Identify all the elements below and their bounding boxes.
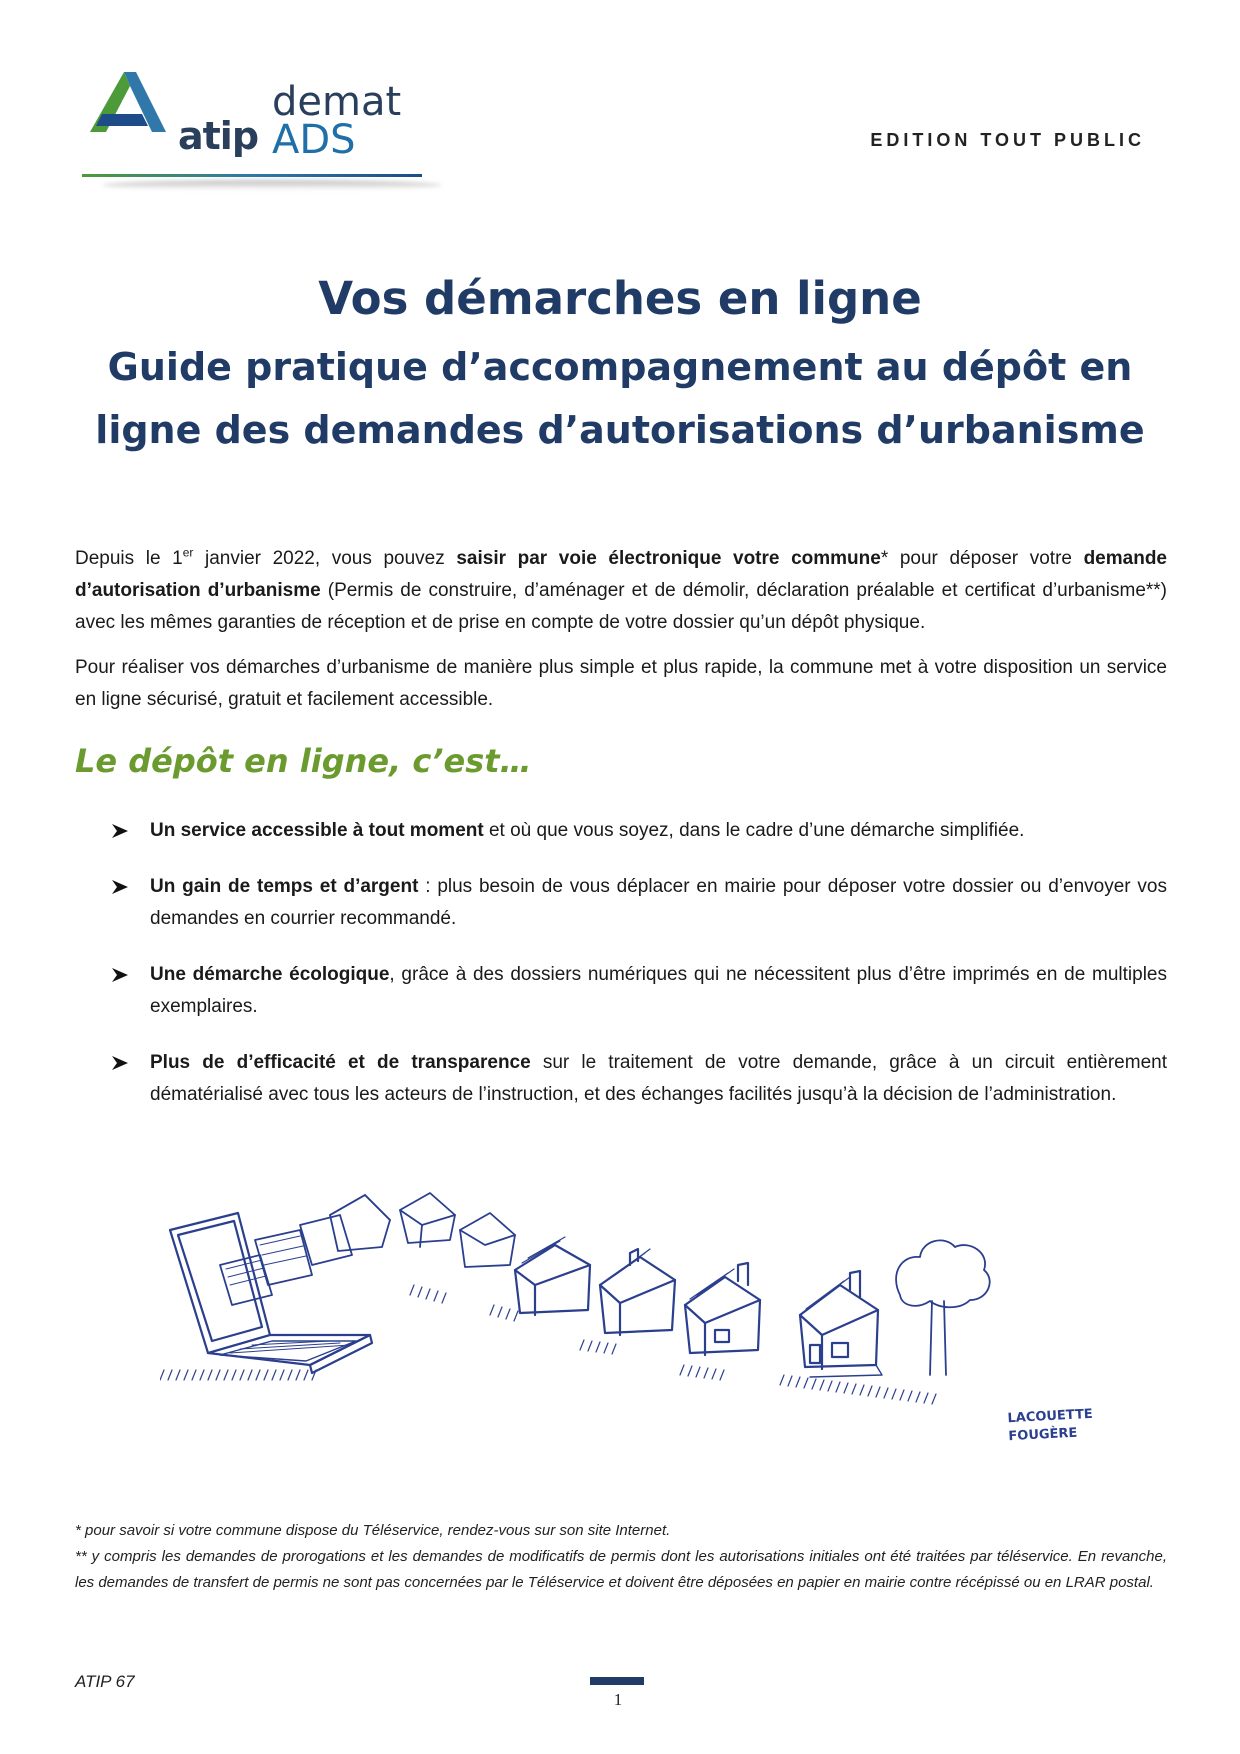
arrow-bullet-icon <box>110 959 132 991</box>
illustrator-signature <box>1007 1406 1094 1446</box>
edition-label: EDITION TOUT PUBLIC <box>870 130 1145 150</box>
intro-paragraph-2: Pour réaliser vos démarches d’urbanisme de manière plus simple et plus rapide, la commune met à votre disposition un service en ligne sécurisé, gratuit et facilement accessible. <box>75 657 1167 710</box>
logo-atip-text: atip <box>178 114 259 158</box>
signature-line-2: FOUGÈRE <box>1008 1425 1078 1445</box>
page-subtitle-line1: Guide pratique d’accompagnement au dépôt en <box>107 345 1133 389</box>
bullet-text: : plus besoin de vous déplacer en mairie pour déposer votre dossier ou d’envoyer vos demandes en courrier recommandé. <box>150 876 1167 929</box>
arrow-bullet-icon <box>110 815 132 847</box>
page-number: 1 <box>613 1690 623 1709</box>
intro-text: * pour déposer votre <box>880 548 1084 569</box>
list-item <box>110 871 1167 935</box>
house-4-icon <box>800 1271 882 1377</box>
intro-text: Depuis le 1 <box>75 548 183 569</box>
logo-shadow <box>102 180 442 190</box>
footnote-1: * pour savoir si votre commune dispose du Téléservice, rendez-vous sur son site Internet. <box>75 1522 671 1539</box>
logo-demat-text: demat <box>272 79 402 125</box>
bullet-text: , grâce à des dossiers numériques qui ne nécessitent plus d’être imprimés en de multiples exemplaires. <box>150 964 1167 1017</box>
house-1-icon <box>515 1237 590 1315</box>
arrow-bullet-icon <box>110 871 132 903</box>
laptop-to-houses-illustration <box>160 1185 1060 1445</box>
house-3-icon <box>685 1263 760 1355</box>
logo-ads-text: ADS <box>272 117 356 163</box>
bullet-bold: Plus de d’efficacité et de transparence <box>150 1052 531 1073</box>
page-subtitle-line2: ligne des demandes d’autorisations d’urbanisme <box>95 408 1145 452</box>
intro-paragraph-1 <box>75 543 1167 639</box>
atip-demat-logo <box>82 70 452 200</box>
bullet-text: et où que vous soyez, dans le cadre d’une démarche simplifiée. <box>483 820 1025 841</box>
house-2-icon <box>600 1249 675 1335</box>
superscript: er <box>182 545 194 560</box>
section-heading: Le dépôt en ligne, c’est… <box>75 742 532 780</box>
footnote-2: ** y compris les demandes de prorogations et les demandes de modificatifs de permis dont les autorisations initiales ont été traitées par téléservice. En revanche, les demandes de transfert de permis ne sont pas concernées par le Téléservice et doivent être déposées en papier en mairie contre récépissé ou en LRAR postal. <box>75 1548 1167 1591</box>
list-item <box>110 815 1167 847</box>
footnotes <box>75 1518 1167 1596</box>
tree-icon <box>896 1240 990 1375</box>
signature-line-1: LACOUETTE <box>1007 1406 1094 1427</box>
bullet-list <box>110 815 1167 1135</box>
transition-houses-icon <box>330 1193 515 1267</box>
logo-underline <box>82 174 422 177</box>
intro-bold: saisir par voie électronique votre commune <box>456 548 881 569</box>
list-item <box>110 959 1167 1023</box>
arrow-bullet-icon <box>110 1047 132 1079</box>
bullet-text: sur le traitement de votre demande, grâce à un circuit entièrement dématérialisé avec tous les acteurs de l’instruction, et des échanges facilités jusqu’à la décision de l’administration. <box>150 1052 1167 1105</box>
page-title: Vos démarches en ligne <box>318 272 922 325</box>
list-item <box>110 1047 1167 1111</box>
bullet-bold: Un service accessible à tout moment <box>150 820 484 841</box>
bullet-bold: Un gain de temps et d’argent <box>150 876 419 897</box>
footer-bar <box>590 1677 644 1685</box>
intro-text: janvier 2022, vous pouvez <box>193 548 457 569</box>
footer-organization: ATIP 67 <box>75 1672 135 1691</box>
intro-bold: demande d’autorisation d’urbanisme <box>75 548 1167 601</box>
atip-a-icon <box>82 70 172 150</box>
intro-text: (Permis de construire, d’aménager et de démolir, déclaration préalable et certificat d’urbanisme**) avec les mêmes garanties de réception et de prise en compte de votre dossier qu’un dépôt physique. <box>75 580 1167 633</box>
bullet-bold: Une démarche écologique <box>150 964 390 985</box>
